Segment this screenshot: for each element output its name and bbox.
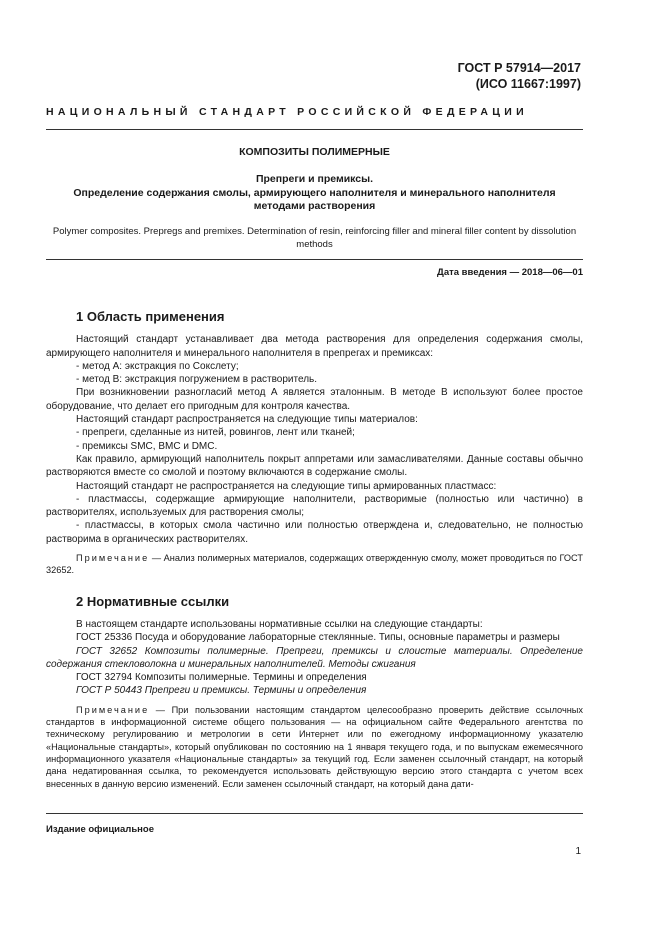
list-item: - пластмассы, содержащие армирующие наполнители, растворимые (полностью или частично) в растворителях, используемых для растворения смолы; (46, 493, 583, 519)
list-item: - препреги, сделанные из нитей, ровингов, лент или тканей; (76, 427, 355, 439)
title-sub-2: Определение содержания смолы, армирующего наполнителя и минерального наполнителя (73, 186, 556, 199)
paragraph: Настоящий стандарт устанавливает два метода растворения для определения содержания смолы, армирующего наполнителя и минерального наполнителя в препрегах и премиксах: (46, 334, 583, 359)
standard-code: ГОСТ Р 57914—2017 (457, 61, 581, 75)
note-text: — При пользовании настоящим стандартом целесообразно проверить действие ссылочных стандартов в информационной системе общего пользования — на официальном сайте Федерального агентства по техническому регулированию и метрологии в сети Интернет или по ежегодному информационному указателю «Национальные стандарты», который опубликован по состоянию на 1 января текущего года, и по выпускам ежемесячного информационного указателя «Национальные стандарты» за текущий год. Если заменен ссылочный стандарт, на который дана недатированная ссылка, то рекомендуется использовать действующую версию этого стандарта с учетом всех внесенных в данную версию изменений. Если заменен ссылочный стандарт, на который дана дати- (46, 704, 583, 789)
reference-item: ГОСТ 32794 Композиты полимерные. Термины и определения (76, 672, 367, 684)
reference-item: ГОСТ 32652 Композиты полимерные. Препреги, премиксы и слоистые материалы. Определение содержания стекловолокна и минеральных наполнителей. Методы сжигания (46, 645, 583, 670)
list-item: - метод В: экстракция погружением в растворитель. (76, 374, 318, 386)
title-main: КОМПОЗИТЫ ПОЛИМЕРНЫЕ (239, 146, 390, 158)
document-body (46, 310, 583, 790)
note-label: Примечание (76, 553, 150, 564)
title-sub-1: Препреги и премиксы. (255, 173, 374, 185)
header-divider (46, 129, 583, 130)
list-item: - метод А: экстракция по Сокслету; (76, 360, 239, 372)
paragraph: Настоящий стандарт не распространяется на следующие типы армированных пластмасс: (76, 480, 497, 492)
list-item: - премиксы SMC, BMC и DMC. (76, 440, 218, 452)
section-1-note (46, 552, 583, 577)
title-english: Polymer composites. Prepregs and premixes. Determination of resin, reinforcing filler and mineral filler content by dissolution methods (52, 226, 577, 250)
section-2-heading: 2 Нормативные ссылки (76, 593, 230, 609)
note-text: — Анализ полимерных материалов, содержащих отвержденную смолу, может проводиться по ГОСТ 32652. (46, 553, 583, 576)
title-divider (46, 259, 583, 260)
national-standard-banner: НАЦИОНАЛЬНЫЙ СТАНДАРТ РОССИЙСКОЙ ФЕДЕРАЦИИ (46, 106, 528, 118)
note-label: Примечание (76, 704, 150, 715)
title-sub-3: методами растворения (253, 200, 376, 212)
paragraph: В настоящем стандарте использованы нормативные ссылки на следующие стандарты: (76, 618, 483, 630)
reference-item: ГОСТ Р 50443 Препреги и премиксы. Термины и определения (76, 685, 367, 697)
paragraph: Настоящий стандарт распространяется на следующие типы материалов: (76, 414, 418, 426)
standard-designation (458, 60, 581, 92)
section-2-note (46, 704, 583, 790)
paragraph: Как правило, армирующий наполнитель покрыт аппретами или замасливателями. Данные составы обычно растворяются вместе со смолой и поэтому включаются в содержание смолы. (46, 453, 583, 479)
page-number: 1 (575, 846, 581, 857)
introduction-date: Дата введения — 2018—06—01 (437, 267, 583, 278)
official-edition-label: Издание официальное (46, 824, 154, 835)
section-1-heading: 1 Область применения (76, 309, 225, 324)
paragraph: При возникновении разногласий метод А является эталонным. В методе В используют более простое оборудование, что делает его пригодным для контроля качества. (46, 387, 583, 412)
iso-code: (ИСО 11667:1997) (475, 77, 581, 91)
reference-item: ГОСТ 25336 Посуда и оборудование лабораторные стеклянные. Типы, основные параметры и размеры (76, 632, 560, 644)
footer-divider (46, 813, 583, 814)
section-2 (46, 595, 583, 790)
title-block (46, 146, 583, 214)
list-item: - пластмассы, в которых смола частично или полностью отверждена и, следовательно, не полностью растворима в органических растворителях. (46, 520, 583, 545)
